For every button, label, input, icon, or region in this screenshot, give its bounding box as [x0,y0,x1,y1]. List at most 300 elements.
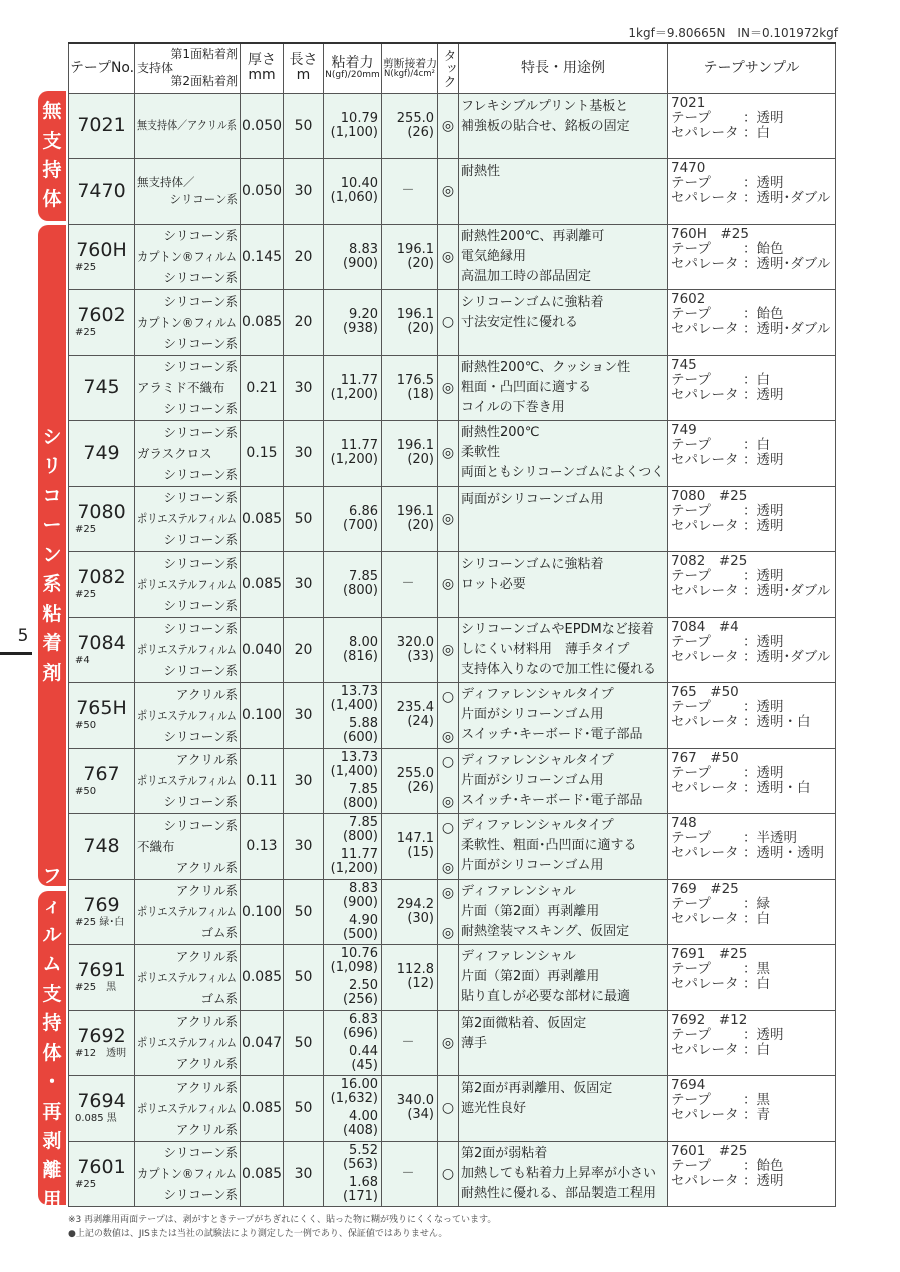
tape-number-line [69,179,134,202]
tape-number-line [69,378,134,397]
shear-value: 294.2 [396,896,434,912]
adhesion-gf-line [324,993,378,1007]
length-cell [284,1076,324,1142]
shear-cell [382,748,438,814]
header-text: テープNo. [69,59,134,76]
category-char: 粘 [42,602,62,625]
adhesion-n: 7.85 [349,569,378,585]
adhesion-value [324,177,378,205]
tack-cell [438,1010,459,1076]
category-label-no-support [38,91,66,221]
adhesion-value [324,783,378,811]
support-text: シリコーン系 [163,490,238,506]
tack-symbol: ◎ [441,925,455,942]
support-text: ゴム系 [200,990,238,1006]
tape-substrate-note: #25 [75,523,97,535]
sample-title: 745 [671,356,697,373]
support-text: ポリエステルフィルム [137,1035,237,1051]
length-value-line [284,838,323,854]
feature-text: 耐熱塗装マスキング、仮固定 [461,923,630,939]
feature-text-line [461,1184,665,1204]
adhesion-n-line [324,374,378,388]
sample-title: 767 #50 [671,749,739,766]
sample-tape-color [671,700,832,715]
features-cell [459,290,668,356]
support-text-line [137,684,238,705]
adhesion-gf: (600) [343,730,378,746]
sample-tape-color [671,569,832,584]
adhesion-value [324,979,378,1007]
support-text: ポリエステルフィルム [137,576,237,592]
thickness-cell [241,93,284,159]
adhesion-n: 4.00 [349,1109,378,1125]
sample-cell [668,945,836,1011]
feature-text: 寸法安定性に優れる [461,315,579,330]
adhesion-n-line [324,685,378,699]
thickness-value-line [241,249,283,265]
shear-value-line [382,374,434,388]
support-text-line [137,574,238,595]
sample-value: ：飴色 [743,306,784,323]
adhesion-value [324,570,378,598]
feature-text: 第2面が弱粘着 [461,1145,548,1161]
adhesion-n-line [324,751,378,765]
sample-label: テープ [671,306,711,323]
adhesion-gf-line [324,257,378,271]
length-cell [284,552,324,618]
shear-value-line [382,519,434,533]
tape-number-cell [69,945,135,1011]
feature-text: ディファレンシャルタイプ [461,687,614,703]
tape-substrate-note-line [69,918,134,928]
shear-value-line [382,1108,434,1122]
category-char: 支 [42,982,62,1005]
adhesion-gf-line [324,797,378,811]
shear-value: (20) [407,321,434,337]
adhesion-gf-line [324,519,378,533]
support-cell [135,1076,241,1142]
features-cell [459,617,668,683]
sample-tape-color [671,242,832,257]
adhesion-gf-line [324,765,378,779]
feature-text: ディファレンシャル [461,883,576,899]
support-text: シリコーン系 [163,794,238,810]
length-value: 30 [294,707,313,724]
features-cell [459,224,668,290]
adhesion-gf: (1,100) [330,124,378,140]
support-text-line [137,443,238,464]
tack-cell [438,1076,459,1142]
adhesion-gf: (816) [343,648,378,664]
shear-value: (26) [407,779,434,795]
adhesion-gf: (500) [343,926,378,942]
adhesion-gf: (256) [343,992,378,1008]
shear-value-line [382,701,434,715]
adhesion-gf-line [324,1124,378,1138]
support-text: アラミド不織布 [137,380,225,396]
sample-value: ：透明 [743,764,784,781]
category-char: リ [42,455,62,478]
category-char: ィ [42,894,62,917]
tape-number-line [69,568,134,587]
sample-cell [668,814,836,880]
sample-label: テープ [671,633,711,650]
thickness-value: 0.040 [241,641,283,658]
tape-substrate-note-line [69,590,134,600]
feature-text-line [461,162,665,182]
thickness-value: 0.050 [241,117,283,134]
feature-text-line [461,423,665,443]
tape-substrate-note-line [69,983,134,993]
adhesion-value [324,505,378,533]
length-value: 30 [294,838,313,855]
support-text: シリコーン系 [163,1145,238,1161]
shear-cell [382,1141,438,1207]
tack-symbol: ◎ [441,576,455,593]
tape-substrate-note: #25 [75,327,97,339]
table-row [69,945,836,1011]
feature-text-line [461,443,665,463]
sample-value: ：透明 [743,633,784,650]
feature-text: 片面がシリコーンゴム用 [461,772,604,788]
support-text-line [137,487,238,508]
thickness-cell [241,1076,284,1142]
feature-text: ロット必要 [461,577,526,592]
support-text: シリコーン系 [163,293,238,309]
adhesion-gf: (1,400) [330,763,378,779]
length-cell [284,93,324,159]
adhesion-gf-line [324,126,378,140]
feature-text: 片面（第2面）再剥離用 [461,903,600,919]
adhesion-gf: (563) [343,1156,378,1172]
shear-value-line [382,322,434,336]
thickness-value-line [241,1166,283,1182]
sample-label: テープ [671,895,711,912]
category-char: ム [42,953,62,976]
shear-value: 196.1 [396,307,434,323]
shear-value: － [401,183,415,199]
footnote: ●上記の数値は、JISまたは当社の試験法により測定した一例であり、保証値ではありません。 [68,1229,448,1239]
thickness-value-line [241,1035,283,1051]
adhesion-gf-line [324,928,378,942]
adhesion-gf-line [324,1027,378,1041]
length-value-line [284,904,323,920]
tack-symbol: ◎ [441,728,455,745]
thickness-value: 0.085 [241,1165,283,1182]
thickness-cell [241,552,284,618]
sample-title-line [671,685,832,700]
support-cell [135,748,241,814]
support-text: ガラスクロス [137,445,212,461]
adhesion-value [324,1013,378,1041]
thickness-value-line [241,576,283,592]
feature-text-line [461,117,665,137]
category-label-film-removable [38,865,66,1232]
shear-value: (24) [407,714,434,730]
length-cell [284,879,324,945]
sample-value: ：黒 [743,961,770,978]
category-char: 離 [42,1159,62,1182]
shear-value-line [382,388,434,402]
support-text: カプトン®フィルム [137,249,238,265]
feature-text: 電気絶縁用 [461,248,527,264]
feature-text: スイッチ･キーボード･電子部品 [461,792,643,808]
sample-value: ：透明 [743,175,784,192]
feature-text: 片面（第2面）再剥離用 [461,969,600,985]
support-text-line [137,246,238,267]
support-text: アクリル系 [175,859,238,875]
category-text [42,423,61,688]
features-cell [459,1010,668,1076]
feature-text-line [461,947,665,967]
sample-title: 7082 #25 [671,553,748,569]
sample-value: ：透明･ダブル [743,648,831,665]
feature-text: 両面がシリコーンゴム用 [461,491,604,507]
header-features [459,43,668,93]
tape-number: 769 [83,893,120,916]
sample-label: テープ [671,109,711,126]
support-text-line [137,639,238,660]
tape-number-cell [69,93,135,159]
sample-value: ：透明･ダブル [743,583,831,600]
support-text: シリコーン系 [163,555,238,571]
tape-number-cell [69,879,135,945]
sample-cell [668,224,836,290]
features-cell [459,159,668,225]
tape-number-line [69,500,134,523]
support-text: シリコーン系 [163,621,238,637]
thickness-value: 0.13 [246,838,278,855]
shear-value-line [382,636,434,650]
feature-text: ディファレンシャル [461,949,576,965]
shear-cell [382,1010,438,1076]
tape-number: 7694 [77,1090,126,1113]
feature-text-line [461,575,665,595]
feature-text-line [461,293,665,313]
tape-number: 7080 [77,500,126,523]
length-value-line [284,1166,323,1182]
adhesion-gf-line [324,388,378,402]
length-value: 50 [294,1034,313,1051]
adhesion-gf: (800) [343,795,378,811]
adhesion-n-line [324,112,378,126]
sample-label: テープ [671,175,711,192]
sample-title-line [671,1078,832,1093]
sample-value: ：黒 [743,1092,770,1109]
feature-text-line [461,1164,665,1184]
support-text-line [137,1098,238,1119]
support-text: シリコーン系 [163,359,238,375]
sample-value: ：透明 [743,699,784,716]
tack-pair [438,815,458,878]
adhesion-value [324,374,378,402]
sample-title: 769 #25 [671,880,739,897]
footnote: ※3 再剥離用両面テープは、剥がすときテープがちぎれにくく、貼った物に糊が残りにくくなっています。 [68,1215,497,1225]
support-text-line [137,595,238,616]
support-text: アクリル系 [175,948,238,964]
sample-title: 7694 [671,1077,706,1093]
adhesion-gf: (700) [343,517,378,533]
thickness-value: 0.11 [246,772,278,789]
sample-tape-color [671,307,832,322]
table-row [69,421,836,487]
adhesion-n: 10.40 [340,176,378,192]
support-text-line [137,174,238,191]
thickness-cell [241,945,284,1011]
thickness-cell [241,814,284,880]
tape-substrate-note: #25 [75,261,97,273]
support-text: アクリル系 [175,1121,238,1137]
sample-title-line [671,489,832,504]
length-value: 50 [294,117,313,134]
support-text: 不織布 [137,838,175,854]
shear-value: (20) [407,255,434,271]
sample-label: テープ [671,699,711,716]
feature-text: 柔軟性、粗面･凸凹面に適する [461,838,637,854]
adhesion-n-line [324,1144,378,1158]
shear-value: － [401,576,415,592]
support-text: ポリエステルフィルム [137,904,237,920]
sample-label: セパレータ [671,190,739,207]
thickness-value-line [241,511,283,527]
header-unit: mm [248,67,276,84]
sample-cell [668,290,836,356]
support-text-line [137,1053,238,1074]
feature-text: 両面ともシリコーンゴムによくつく [461,465,664,481]
adhesion-n-line [324,848,378,862]
adhesion-value [324,848,378,876]
shear-value-line [382,977,434,991]
tack-symbol: ◎ [441,1034,455,1051]
sample-label: セパレータ [671,910,739,927]
thickness-value: 0.085 [241,969,283,986]
support-text: カプトン®フィルム [137,314,238,330]
support-text-line [137,312,238,333]
support-text: アクリル系 [175,686,238,702]
features-cell [459,748,668,814]
thickness-cell [241,879,284,945]
shear-cell [382,683,438,749]
table-row [69,290,836,356]
table-row [69,683,836,749]
feature-text-line [461,378,665,398]
adhesion-gf-line [324,1158,378,1172]
shear-value-line [382,126,434,140]
sample-separator-color [671,1108,832,1123]
header-length [284,43,324,93]
sample-label: テープ [671,371,711,388]
adhesion-value [324,1144,378,1172]
category-char: 持 [42,159,62,181]
length-value-line [284,773,323,789]
sample-label: セパレータ [671,1107,739,1124]
feature-text-line [461,902,665,922]
tape-substrate-note: #4 [75,654,90,666]
feature-text: ディファレンシャルタイプ [461,752,614,768]
support-text: シリコーン系 [163,663,238,679]
sample-tape-color [671,1093,832,1108]
thickness-value: 0.050 [241,183,283,200]
shear-cell [382,93,438,159]
support-text: シリコーン系 [169,192,238,207]
table-row [69,1141,836,1207]
shear-cell [382,355,438,421]
support-text-line [137,749,238,770]
shear-value-line [382,912,434,926]
sample-title-line [671,358,832,373]
adhesion-gf: (1,060) [330,190,378,206]
sample-label: セパレータ [671,583,739,600]
support-text: シリコーン系 [163,270,238,286]
adhesion-n-line [324,816,378,830]
support-text-line [137,267,238,288]
feature-text: 第2面が再剥離用、仮固定 [461,1081,613,1096]
feature-text-line [461,358,665,378]
category-char: 持 [42,1012,62,1035]
sample-label: セパレータ [671,255,739,272]
unit-conversion-note: 1kgf＝9.80665N IN＝0.101972kgf [628,26,838,40]
support-text: ゴム系 [200,925,238,941]
sample-separator-color [671,257,832,272]
sample-label: テープ [671,502,711,519]
feature-text-line [461,660,665,680]
thickness-value: 0.145 [241,248,283,265]
shear-value-line [382,650,434,664]
sample-title-line [671,620,832,635]
feature-text: シリコーンゴムやEPDMなど接着 [461,621,654,637]
sample-tape-color [671,111,832,126]
sample-title-line [671,882,832,897]
sample-title-line [671,1144,832,1159]
support-text: シリコーン系 [163,228,238,244]
feature-text-line [461,620,665,640]
adhesion-n-line [324,1013,378,1027]
category-char: 着 [42,632,62,655]
shear-value: (26) [407,124,434,140]
sample-cell [668,1141,836,1207]
sample-value: ：白 [743,976,770,993]
shear-cell [382,290,438,356]
sample-cell [668,486,836,552]
tape-number-cell [69,421,135,487]
support-text: シリコーン系 [163,597,238,613]
adhesion-cell [324,159,382,225]
category-char: 支 [42,129,62,152]
page-number: 5 [17,626,29,646]
table-row [69,1076,836,1142]
adhesion-cell [324,290,382,356]
sample-value: ：透明 [743,386,784,403]
shear-value-line [382,439,434,453]
length-value-line [284,511,323,527]
support-text-line [137,880,238,901]
support-text-line [137,117,238,134]
sample-separator-color [671,715,832,730]
shear-cell [382,617,438,683]
adhesion-n: 8.00 [349,634,378,650]
sample-cell [668,1076,836,1142]
length-value-line [284,1035,323,1051]
sample-title-line [671,947,832,962]
support-cell [135,945,241,1011]
adhesion-n-line [324,1176,378,1190]
sample-label: セパレータ [671,1041,739,1058]
feature-text: 耐熱性 [461,164,501,179]
thickness-cell [241,683,284,749]
adhesion-cell [324,1076,382,1142]
tape-substrate-note: #25 [75,1178,97,1190]
features-cell [459,421,668,487]
